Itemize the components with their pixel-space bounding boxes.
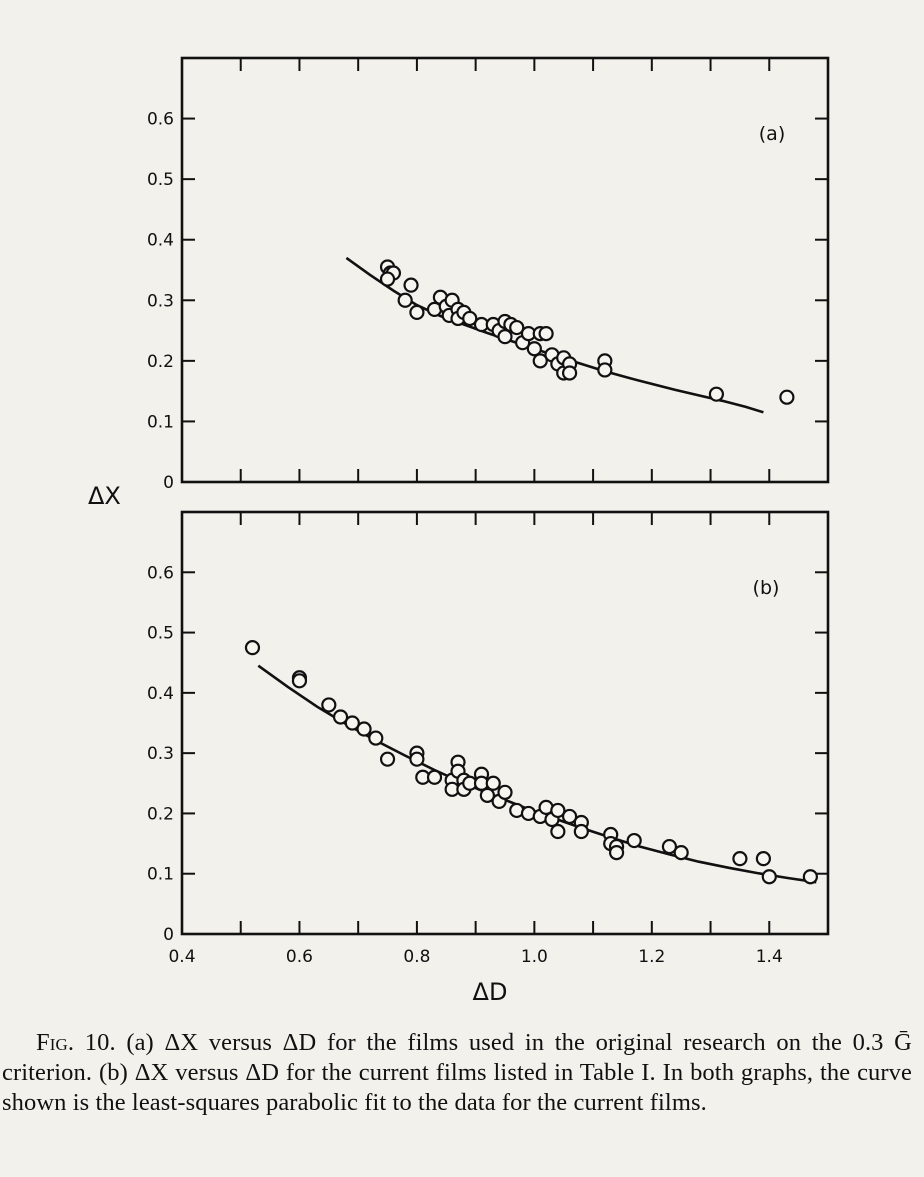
- data-point: [551, 825, 564, 838]
- data-point: [804, 870, 817, 883]
- data-point: [780, 391, 793, 404]
- data-point: [528, 342, 541, 355]
- x-tick-label: 0.6: [285, 947, 313, 967]
- data-point: [487, 777, 500, 790]
- panel-label: (b): [752, 577, 780, 599]
- y-tick-label: 0.3: [146, 744, 174, 765]
- y-tick-label: 0.1: [146, 412, 174, 433]
- y-tick-label: 0.2: [146, 804, 174, 825]
- y-tick-label: 0.4: [146, 683, 174, 704]
- figure-label: Fig. 10.: [36, 1029, 116, 1056]
- x-tick-label: 1.4: [755, 947, 783, 967]
- data-point: [246, 641, 259, 654]
- y-tick-label: 0.5: [146, 170, 174, 191]
- panel-b: [147, 512, 828, 967]
- data-point: [358, 723, 371, 736]
- data-point: [381, 753, 394, 766]
- data-point: [675, 846, 688, 859]
- data-point: [575, 825, 588, 838]
- data-point: [399, 294, 412, 307]
- data-point: [322, 698, 335, 711]
- data-point: [499, 330, 512, 343]
- data-point: [628, 834, 641, 847]
- data-point: [598, 363, 611, 376]
- x-axis-label: ΔD: [472, 978, 508, 1006]
- y-tick-label: 0.3: [146, 291, 174, 312]
- y-tick-label: 0.1: [146, 864, 174, 885]
- x-tick-label: 0.4: [168, 947, 196, 967]
- data-point: [710, 388, 723, 401]
- fit-curve: [258, 666, 816, 883]
- data-point: [540, 327, 553, 340]
- y-axis-label: ΔX: [88, 482, 121, 510]
- data-point: [428, 771, 441, 784]
- caption-text: (a) ΔX versus ΔD for the films used in the original research on the 0.3 Ḡ criterion. (b) ΔX versus ΔD for the current films listed in Table I. In both graphs, the curve shown is the least-squares parabolic fit to the data for the current films.: [2, 1029, 912, 1116]
- data-point: [410, 306, 423, 319]
- plot-frame: [182, 58, 828, 482]
- data-point: [733, 852, 746, 865]
- y-tick-label: 0.4: [146, 230, 174, 251]
- data-point: [405, 279, 418, 292]
- panel-label: (a): [758, 123, 786, 145]
- data-point: [381, 273, 394, 286]
- x-tick-label: 1.0: [520, 947, 548, 967]
- x-tick-label: 1.2: [638, 947, 666, 967]
- y-tick-label: 0: [163, 473, 174, 493]
- data-point: [610, 846, 623, 859]
- y-tick-label: 0.5: [146, 623, 174, 644]
- x-tick-label: 0.8: [403, 947, 431, 967]
- y-tick-label: 0.2: [146, 351, 174, 372]
- data-point: [410, 753, 423, 766]
- y-tick-label: 0: [163, 925, 174, 945]
- data-point: [369, 732, 382, 745]
- data-point: [563, 366, 576, 379]
- y-tick-label: 0.6: [146, 563, 174, 584]
- data-point: [499, 786, 512, 799]
- data-point: [763, 870, 776, 883]
- plot-frame: [182, 512, 828, 934]
- panel-a: [147, 58, 828, 493]
- data-point: [293, 674, 306, 687]
- figure-caption: [2, 1028, 912, 1118]
- y-tick-label: 0.6: [146, 109, 174, 130]
- data-point: [757, 852, 770, 865]
